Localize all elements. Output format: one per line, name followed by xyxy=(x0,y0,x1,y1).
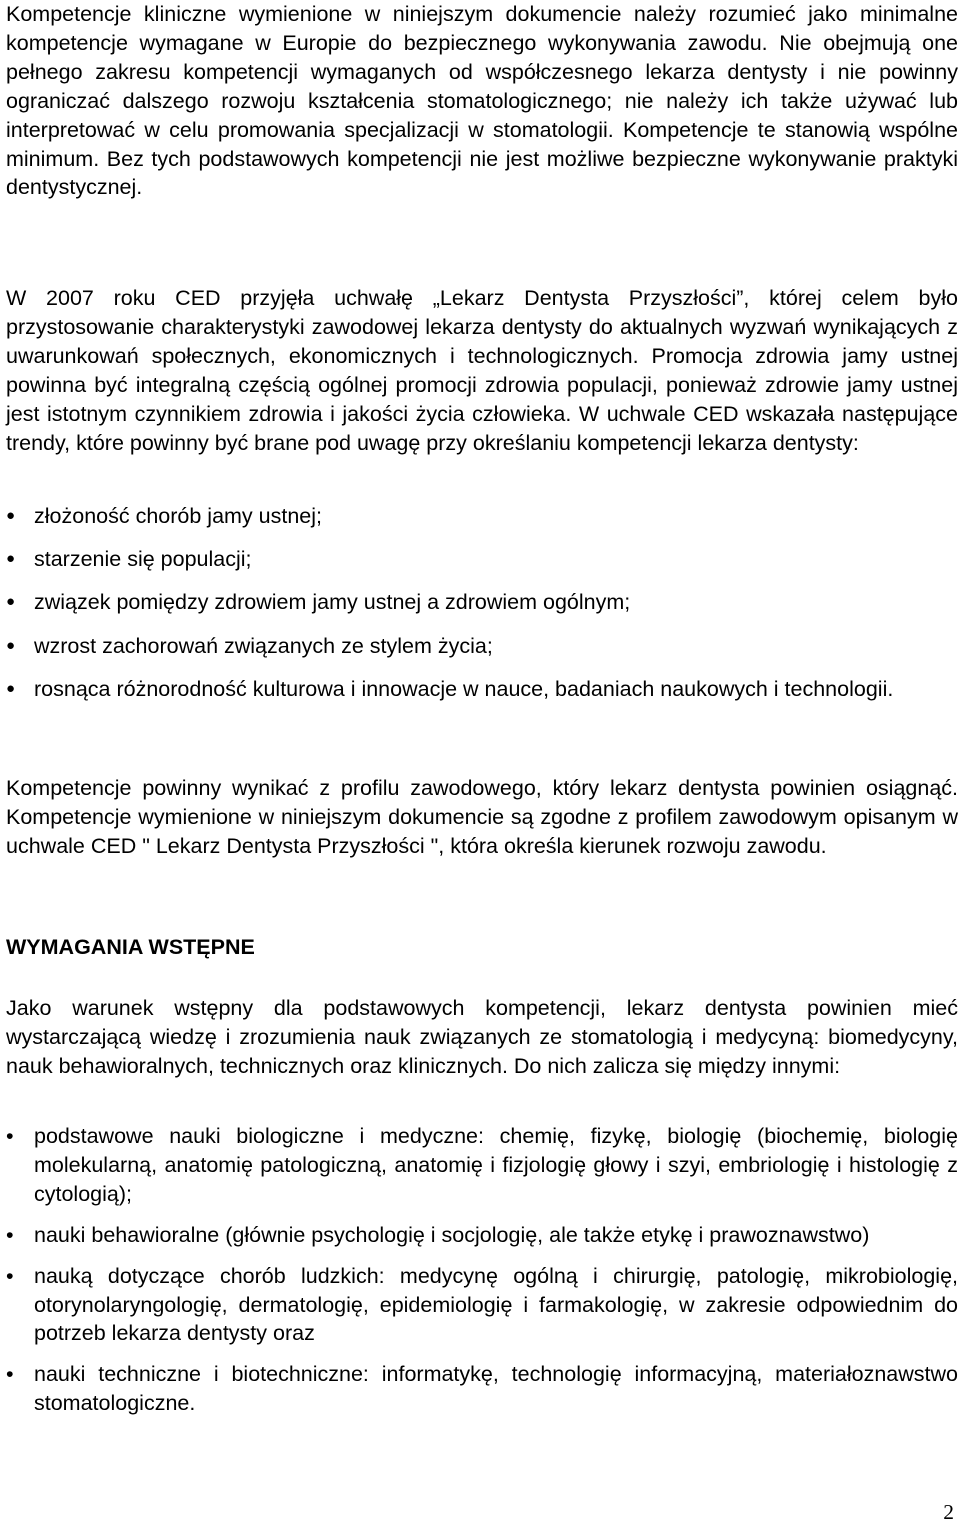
trends-list xyxy=(6,502,958,718)
list-item: • nauką dotyczące chorób ludzkich: medycynę ogólną i chirurgię, patologię, mikrobiologię, otorynolaryngologię, dermatologię, epidemiologię i farmakologię, w zakresie odpowiednim do potrzeb lekarza dentysty oraz xyxy=(6,1263,958,1346)
list-item: • nauki behawioralne (głównie psychologię i socjologię, ale także etykę i prawoznawstwo) xyxy=(6,1221,958,1250)
list-item: ● wzrost zachorowań związanych ze stylem życia; xyxy=(6,632,958,661)
list-item: • nauki techniczne i biotechniczne: informatykę, technologię informacyjną, materiałoznawstwo stomatologiczne. xyxy=(6,1362,958,1416)
list-item: ● starzenie się populacji; xyxy=(6,545,958,574)
bullet-icon: ● xyxy=(6,507,16,524)
bullet-icon: • xyxy=(6,1124,14,1148)
section-heading: WYMAGANIA WSTĘPNE xyxy=(6,935,255,959)
bullet-icon: ● xyxy=(6,679,16,697)
bullet-icon: • xyxy=(6,1263,14,1288)
paragraph-professional-profile: Kompetencje powinny wynikać z profilu zawodowego, który lekarz dentysta powinien osiągnąć. Kompetencje wymienione w niniejszym dokumencie są zgodne z profilem zawodowym opisanym w uchwale CED " Lekarz Dentysta Przyszłości ", która określa kierunek rozwoju zawodu. xyxy=(6,776,958,858)
bullet-icon: • xyxy=(6,1222,14,1247)
paragraph-prerequisites: Jako warunek wstępny dla podstawowych kompetencji, lekarz dentysta powinien mieć wystarczającą wiedzę i zrozumienia nauk związanych ze stomatologią i medycyną: biomedycyny, nauk behawioralnych, technicznych oraz klinicznych. Do nich zalicza się między innymi: xyxy=(6,996,958,1078)
bullet-icon: ● xyxy=(6,550,16,568)
list-item: • podstawowe nauki biologiczne i medyczne: chemię, fizykę, biologię (biochemię, biologię molekularną, anatomię patologiczną, anatomię i fizjologię głowy i szyi, embriologię i histologię z cytologią); xyxy=(6,1124,958,1206)
paragraph-ced-resolution: W 2007 roku CED przyjęła uchwałę „Lekarz Dentysta Przyszłości”, której celem było przystosowanie charakterystyki zawodowej lekarza dentysty do aktualnych wyzwań wynikających z uwarunkowań społecznych, ekonomicznych i technologicznych. Promocja zdrowia jamy ustnej powinna być integralną częścią ogólnej promocji zdrowia populacji, ponieważ zdrowie jamy ustnej jest istotnym czynnikiem zdrowia i jakości życia człowieka. W uchwale CED wskazała następujące trendy, które powinny być brane pod uwagę przy określaniu kompetencji lekarza dentysty: xyxy=(6,286,958,455)
list-item: ● złożoność chorób jamy ustnej; xyxy=(6,502,958,531)
bullet-icon: ● xyxy=(6,593,16,611)
sciences-list xyxy=(6,1122,958,1430)
list-item: ● rosnąca różnorodność kulturowa i innowacje w nauce, badaniach naukowych i technologii. xyxy=(6,675,958,704)
list-item: ● związek pomiędzy zdrowiem jamy ustnej a zdrowiem ogólnym; xyxy=(6,588,958,617)
page-number: 2 xyxy=(943,1500,954,1524)
bullet-icon: • xyxy=(6,1362,14,1387)
bullet-icon: ● xyxy=(6,636,16,654)
paragraph-intro: Kompetencje kliniczne wymienione w niniejszym dokumencie należy rozumieć jako minimalne kompetencje wymagane w Europie do bezpiecznego wykonywania zawodu. Nie obejmują one pełnego zakresu kompetencji wymaganych od współczesnego lekarza dentysty i nie powinny ograniczać dalszego rozwoju kształcenia stomatologicznego; nie należy ich także używać lub interpretować w celu promowania specjalizacji w stomatologii. Kompetencje te stanowią wspólne minimum. Bez tych podstawowych kompetencji nie jest możliwe bezpieczne wykonywanie praktyki dentystycznej. xyxy=(6,2,958,200)
